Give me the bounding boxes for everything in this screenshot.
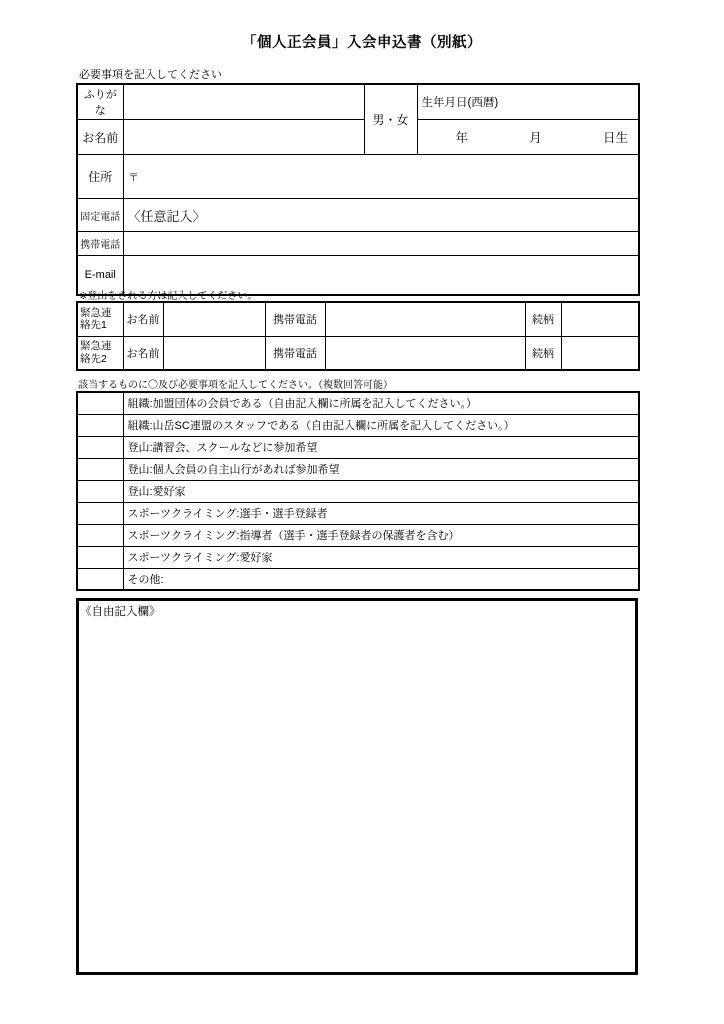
form-title: 「個人正会員」入会申込書（別紙） — [242, 35, 482, 51]
emergency-2-phone-input-cell[interactable] — [325, 336, 525, 370]
name-input-cell[interactable] — [123, 120, 364, 155]
emergency-2-relation-input-cell[interactable] — [561, 336, 639, 370]
emergency-1-name-input-cell[interactable] — [163, 302, 265, 336]
address-input-cell[interactable] — [123, 155, 639, 199]
personal-info-table — [76, 83, 640, 296]
birthdate-label: 生年月日(西暦) — [417, 84, 639, 120]
emergency-2-relation-label: 続柄 — [525, 336, 561, 370]
survey-option-9: その他: — [123, 568, 639, 590]
survey-mark-cell-9[interactable] — [77, 568, 123, 590]
emergency-2-name-input-cell[interactable] — [163, 336, 265, 370]
emergency-1-relation-input-cell[interactable] — [561, 302, 639, 336]
free-entry-label: 《自由記入欄》 — [80, 606, 161, 618]
emergency-contact-1-label: 緊急連絡先1 — [77, 302, 123, 336]
survey-mark-cell-4[interactable] — [77, 458, 123, 480]
free-entry-box[interactable] — [76, 598, 638, 975]
survey-option-6: スポーツクライミング:選手・選手登録者 — [123, 502, 639, 524]
climbing-note: ※登山をされる方は記入してください。 — [79, 291, 258, 302]
survey-table — [76, 391, 640, 591]
emergency-2-name-label: お名前 — [123, 336, 163, 370]
survey-mark-cell-8[interactable] — [77, 546, 123, 568]
mobile-label: 携帯電話 — [77, 232, 123, 256]
emergency-contact-2-label: 緊急連絡先2 — [77, 336, 123, 370]
fill-instruction: 必要事項を記入してください — [79, 69, 222, 81]
emergency-1-phone-label: 携帯電話 — [265, 302, 325, 336]
emergency-1-relation-label: 続柄 — [525, 302, 561, 336]
survey-option-3: 登山:講習会、スクールなどに参加希望 — [123, 436, 639, 458]
survey-mark-cell-1[interactable] — [77, 392, 123, 414]
survey-mark-cell-2[interactable] — [77, 414, 123, 436]
furigana-input-cell[interactable] — [123, 84, 364, 120]
survey-mark-cell-3[interactable] — [77, 436, 123, 458]
email-label: E-mail — [77, 256, 123, 295]
survey-mark-cell-7[interactable] — [77, 524, 123, 546]
month-suffix: 月 — [529, 131, 542, 145]
emergency-2-phone-label: 携帯電話 — [265, 336, 325, 370]
survey-option-8: スポーツクライミング:愛好家 — [123, 546, 639, 568]
emergency-1-phone-input-cell[interactable] — [325, 302, 525, 336]
survey-option-7: スポーツクライミング:指導者（選手・選手登録者の保護者を含む） — [123, 524, 639, 546]
landline-input-cell[interactable]: 〈任意記入〉 — [123, 199, 639, 232]
emergency-1-name-label: お名前 — [123, 302, 163, 336]
mobile-input-cell[interactable] — [123, 232, 639, 256]
survey-option-4: 登山:個人会員の自主山行があれば参加希望 — [123, 458, 639, 480]
year-suffix: 年 — [455, 131, 469, 145]
gender-choice-cell[interactable]: 男・女 — [364, 84, 417, 155]
survey-instruction: 該当するものに〇及び必要事項を記入してください。（複数回答可能） — [78, 380, 393, 391]
survey-option-1: 組織:加盟団体の会員である（自由記入欄に所属を記入してください。） — [123, 392, 639, 414]
furigana-label: ふりがな — [77, 84, 123, 120]
survey-option-5: 登山:愛好家 — [123, 480, 639, 502]
address-label: 住所 — [77, 155, 123, 199]
day-suffix: 日生 — [602, 131, 628, 145]
survey-mark-cell-5[interactable] — [77, 480, 123, 502]
postal-mark: 〒 — [128, 172, 139, 184]
emergency-contact-table — [76, 301, 640, 371]
landline-label: 固定電話 — [77, 199, 123, 232]
name-label: お名前 — [77, 120, 123, 155]
birthdate-input-cell[interactable] — [417, 120, 639, 155]
survey-mark-cell-6[interactable] — [77, 502, 123, 524]
birthdate-suffixes — [418, 128, 639, 146]
survey-option-2: 組織:山岳SC連盟のスタッフである（自由記入欄に所属を記入してください。） — [123, 414, 639, 436]
